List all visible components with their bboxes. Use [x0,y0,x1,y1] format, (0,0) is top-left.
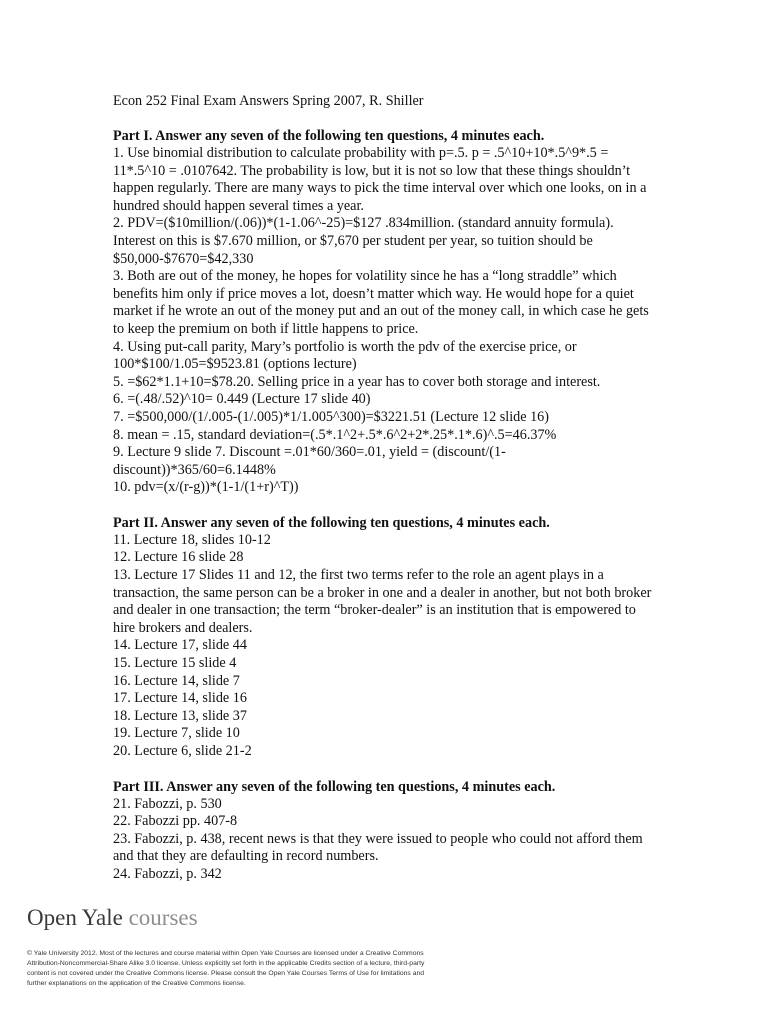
open-yale-footer [27,904,427,989]
answer-item: 13. Lecture 17 Slides 11 and 12, the first two terms refer to the role an agent plays in a transaction, the same person can be a broker in one and a dealer in another, but not both broker and dealer in one transaction; the term “broker-dealer” is an institution that is empowered to hire brokers and dealers. [113,567,652,636]
license-notice: © Yale University 2012. Most of the lectures and course material within Open Yale Courses are licensed under a Creative Commons Attribution-Noncommercial-Share Alike 3.0 license. Unless explicitly set forth in the applicable Credits section of a lecture, third-party content is not covered under the Creative Commons license. Please consult the Open Yale Courses Terms of Use for limitations and further explanations on the application of the Creative Commons license. [27,950,425,987]
logo-suffix-text: courses [128,905,198,930]
document-title: Econ 252 Final Exam Answers Spring 2007, R. Shiller [113,93,424,109]
part-1-answer-list [113,145,653,497]
answer-item: 2. PDV=($10million/(.06))*(1-1.06^-25)=$127 .834million. (standard annuity formula). Interest on this is $7.670 million, or $7,670 per student per year, so tuition should be $50,000-$7670=$42,330 [113,215,614,267]
answer-item: 23. Fabozzi, p. 438, recent news is that they were issued to people who could not afford them and that they are defaulting in record numbers. [113,830,643,865]
answer-item: 18. Lecture 13, slide 37 [113,707,247,724]
answer-item: 12. Lecture 16 slide 28 [113,549,244,566]
answer-item: 3. Both are out of the money, he hopes for volatility since he has a “long straddle” which benefits him only if price moves a lot, doesn’t matter which way. He would hope for a quiet market if he wrote an out of the money put and an out of the money call, in which case he gets to keep the premium on both if little happens to price. [113,268,649,337]
part-2-answer-list [113,532,653,761]
answer-item: 14. Lecture 17, slide 44 [113,637,247,654]
answer-item: 9. Lecture 9 slide 7. Discount =.01*60/360=.01, yield = (discount/(1-discount))*365/60=6.1448% [113,444,506,478]
answer-item: 22. Fabozzi pp. 407-8 [113,813,238,830]
answer-item: 11. Lecture 18, slides 10-12 [113,531,271,548]
answer-item: 19. Lecture 7, slide 10 [113,725,240,742]
answer-item: 17. Lecture 14, slide 16 [113,690,247,707]
answer-item: 4. Using put-call parity, Mary’s portfolio is worth the pdv of the exercise price, or 100*$100/1.05=$9523.81 (options lecture) [113,338,577,373]
answer-item: 21. Fabozzi, p. 530 [113,795,222,812]
part-2-heading: Part II. Answer any seven of the following ten questions, 4 minutes each. [113,514,550,531]
answer-item: 24. Fabozzi, p. 342 [113,865,222,882]
part-2-section [113,514,653,761]
part-3-heading: Part III. Answer any seven of the following ten questions, 4 minutes each. [113,778,556,795]
logo-main-text: Open Yale [27,905,129,930]
answer-item: 7. =$500,000/(1/.005-(1/.005)*1/1.005^300)=$3221.51 (Lecture 12 slide 16) [113,408,550,425]
exam-answers-page [113,92,653,901]
part-1-heading: Part I. Answer any seven of the following ten questions, 4 minutes each. [113,128,545,144]
answer-item: 5. =$62*1.1+10=$78.20. Selling price in a year has to cover both storage and interest. [113,373,601,390]
answer-item: 20. Lecture 6, slide 21-2 [113,743,252,759]
part-1-section [113,127,653,497]
part-3-section [113,778,653,884]
answer-item: 8. mean = .15, standard deviation=(.5*.1^2+.5*.6^2+2*.25*.1*.6)^.5=46.37% [113,426,557,443]
open-yale-courses-logo [27,904,427,932]
answer-item: 15. Lecture 15 slide 4 [113,655,237,672]
answer-item: 16. Lecture 14, slide 7 [113,672,240,689]
part-3-answer-list [113,796,653,884]
answer-item: 6. =(.48/.52)^10= 0.449 (Lecture 17 slide 40) [113,391,371,408]
answer-item: 10. pdv=(x/(r-g))*(1-1/(1+r)^T)) [113,479,299,496]
answer-item: 1. Use binomial distribution to calculate probability with p=.5. p = .5^10+10*.5^9*.5 = 11*.5^10 = .0107642. The probability is low, but it is not so low that these things shouldn’t happen regularly. There are many ways to pick the time interval over which one looks, on in a hundred should happen several times a year. [113,145,647,214]
